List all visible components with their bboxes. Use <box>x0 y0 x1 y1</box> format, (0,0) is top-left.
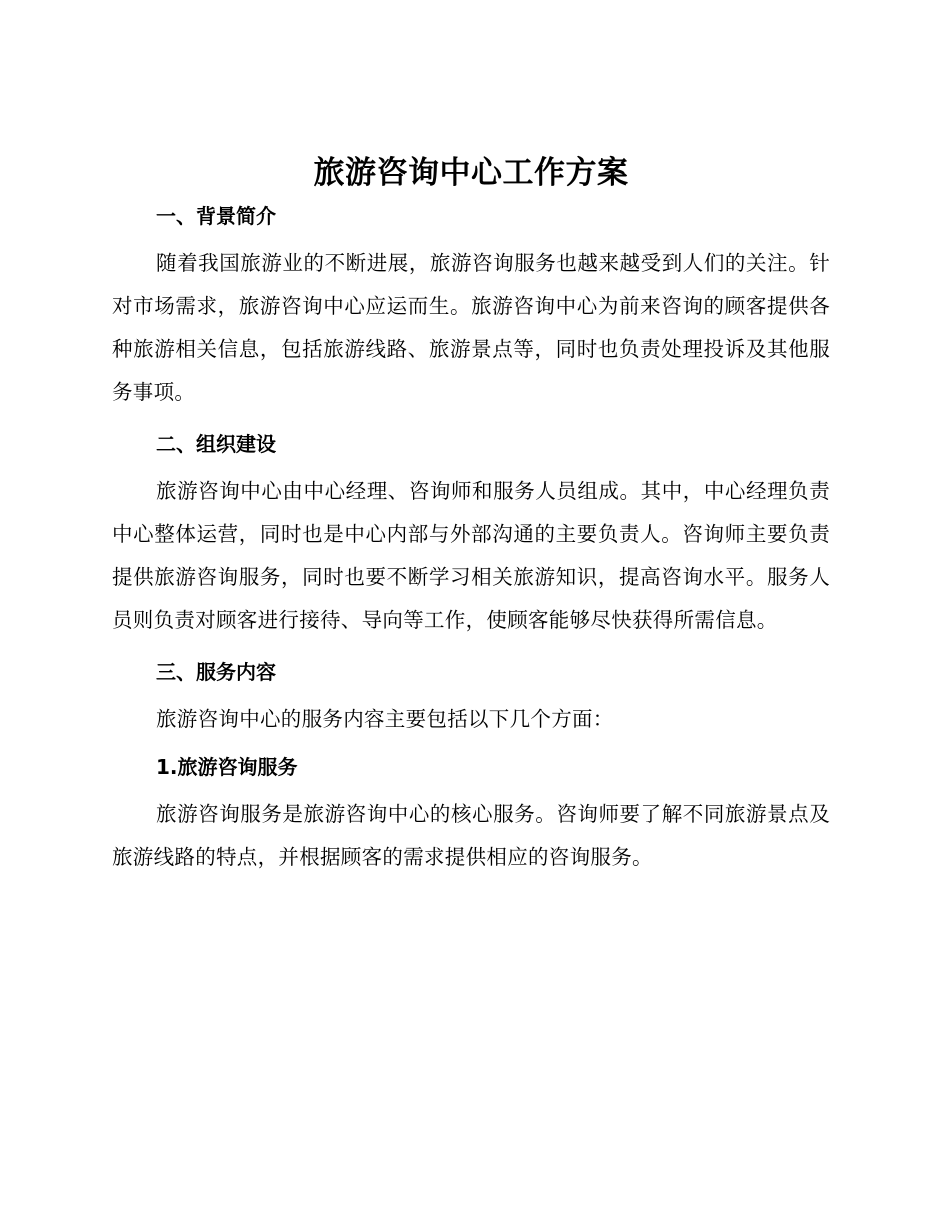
paragraph-background: 随着我国旅游业的不断进展，旅游咨询服务也越来越受到人们的关注。针对市场需求，旅游咨询中心应运而生。旅游咨询中心为前来咨询的顾客提供各种旅游相关信息，包括旅游线路、旅游景点等，同时也负责处理投诉及其他服务事项。 <box>112 251 830 404</box>
paragraph-services: 旅游咨询中心的服务内容主要包括以下几个方面： <box>156 707 614 731</box>
subsection-heading-consulting: 1.旅游咨询服务 <box>156 755 298 779</box>
document-page <box>112 148 830 879</box>
document-title: 旅游咨询中心工作方案 <box>313 155 629 191</box>
paragraph-consulting: 旅游咨询服务是旅游咨询中心的核心服务。咨询师要了解不同旅游景点及旅游线路的特点，并根据顾客的需求提供相应的咨询服务。 <box>112 802 830 869</box>
section-heading-organization: 二、组织建设 <box>156 432 276 456</box>
paragraph-organization: 旅游咨询中心由中心经理、咨询师和服务人员组成。其中，中心经理负责中心整体运营，同时也是中心内部与外部沟通的主要负责人。咨询师主要负责提供旅游咨询服务，同时也要不断学习相关旅游知识，提高咨询水平。服务人员则负责对顾客进行接待、导向等工作，使顾客能够尽快获得所需信息。 <box>112 479 830 632</box>
section-heading-background: 一、背景简介 <box>156 204 276 228</box>
section-heading-services: 三、服务内容 <box>156 660 276 684</box>
